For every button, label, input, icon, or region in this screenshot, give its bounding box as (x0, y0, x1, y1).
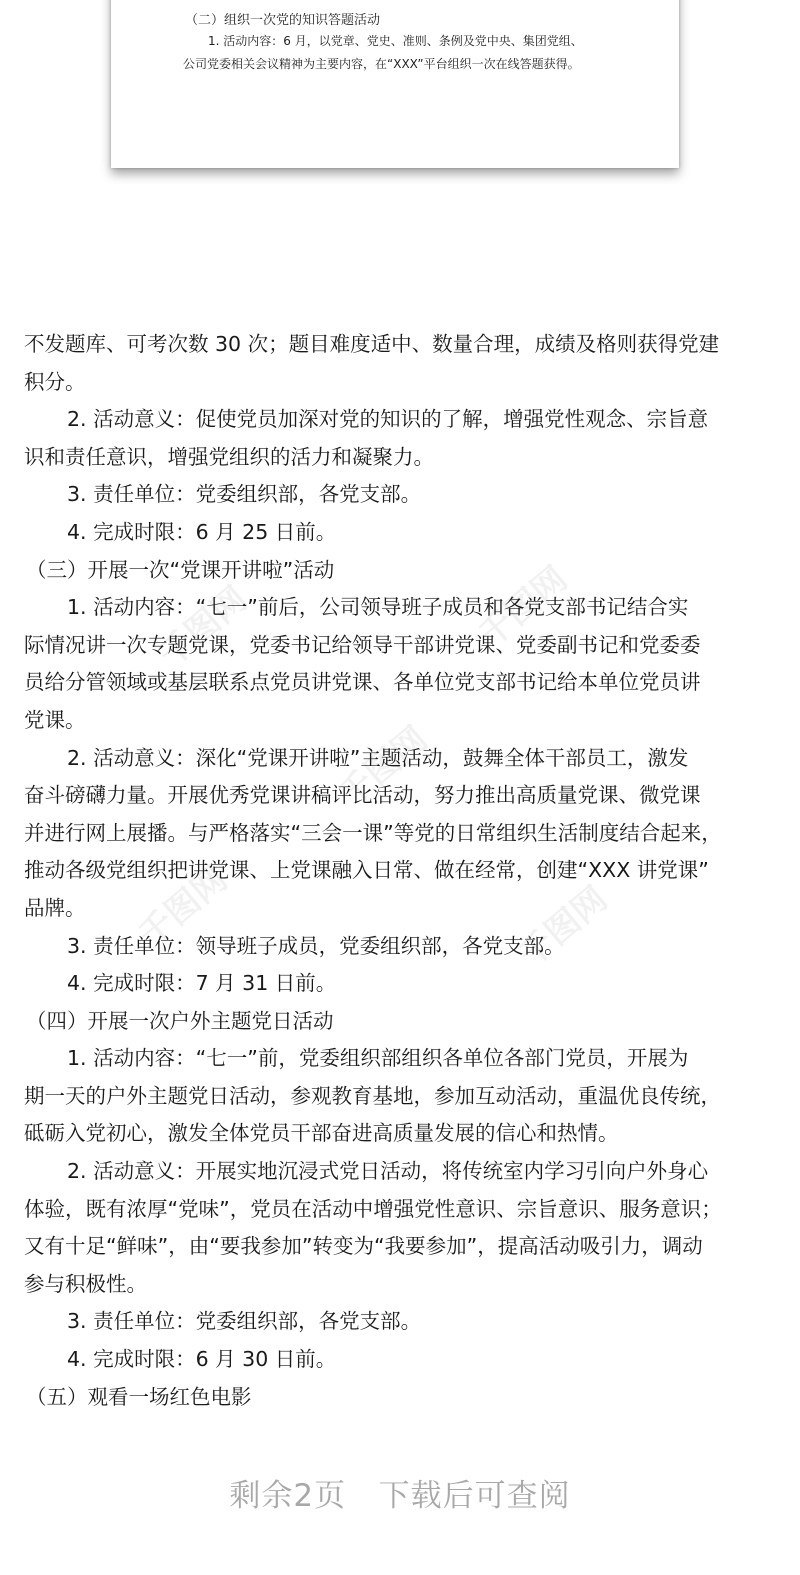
watermark: 千图网 (511, 879, 616, 976)
paragraph-line: 2. 活动意义：促使党员加深对党的知识的了解，增强党性观念、宗旨意 (67, 407, 709, 432)
preview-paragraph-line: 公司党委相关会议精神为主要内容，在“XXX”平台组织一次在线答题获得。 (183, 57, 580, 71)
document-body (24, 326, 784, 1416)
paragraph-line: 又有十足“鲜味”，由“要我参加”转变为“我要参加”，提高活动吸引力，调动 (24, 1234, 703, 1259)
remaining-pages-label: 剩余2页 (229, 1478, 347, 1514)
paragraph-line: 期一天的户外主题党日活动，参观教育基地，参加互动活动，重温优良传统， (24, 1083, 721, 1108)
paragraph-line: 识和责任意识，增强党组织的活力和凝聚力。 (24, 444, 434, 469)
download-hint-label: 下载后可查阅 (378, 1478, 571, 1514)
watermark: 千图网 (131, 859, 236, 956)
paragraph-line: 际情况讲一次专题党课，党委书记给领导干部讲党课、党委副书记和党委委 (24, 632, 701, 657)
paragraph-line: 体验，既有浓厚“党味”，党员在活动中增强党性意识、宗旨意识、服务意识； (24, 1196, 722, 1221)
paragraph-line: 4. 完成时限：7 月 31 日前。 (67, 971, 337, 996)
preview-section-heading: （二）组织一次党的知识答题活动 (185, 13, 381, 28)
section-heading: （五）观看一场红色电影 (26, 1384, 252, 1409)
paragraph-line: 奋斗磅礴力量。开展优秀党课讲稿评比活动，努力推出高质量党课、微党课 (24, 783, 701, 808)
paragraph-line: 品牌。 (24, 895, 86, 920)
paragraph-line: 2. 活动意义：深化“党课开讲啦”主题活动，鼓舞全体干部员工，激发 (67, 745, 689, 770)
watermark: 千图网 (331, 719, 436, 816)
download-prompt[interactable] (0, 1470, 800, 1515)
paragraph-line: 1. 活动内容：“七一”前，党委组织部组织各单位各部门党员，开展为 (67, 1046, 689, 1071)
paragraph-line: 3. 责任单位：党委组织部，各党支部。 (67, 482, 422, 507)
paragraph-line: 1. 活动内容：“七一”前后，公司领导班子成员和各党支部书记结合实 (67, 595, 689, 620)
paragraph-line: 3. 责任单位：领导班子成员，党委组织部，各党支部。 (67, 933, 565, 958)
watermark: 千图网 (151, 579, 256, 676)
paragraph-line: 4. 完成时限：6 月 30 日前。 (67, 1347, 337, 1372)
paragraph-line: 参与积极性。 (24, 1271, 147, 1296)
paragraph-line: 2. 活动意义：开展实地沉浸式党日活动，将传统室内学习引向户外身心 (67, 1159, 709, 1184)
section-heading: （四）开展一次户外主题党日活动 (26, 1008, 334, 1033)
page-preview-card (111, 0, 679, 168)
paragraph-line: 推动各级党组织把讲党课、上党课融入日常、做在经常，创建“XXX 讲党课” (24, 858, 709, 883)
paragraph-line: 3. 责任单位：党委组织部，各党支部。 (67, 1309, 422, 1334)
paragraph-line: 不发题库、可考次数 30 次；题目难度适中、数量合理，成绩及格则获得党建 (24, 332, 720, 356)
watermark: 千图网 (471, 559, 576, 656)
section-heading: （三）开展一次“党课开讲啦”活动 (26, 557, 335, 582)
paragraph-line: 党课。 (24, 707, 86, 732)
paragraph-line: 4. 完成时限：6 月 25 日前。 (67, 519, 337, 544)
paragraph-line: 砥砺入党初心，激发全体党员干部奋进高质量发展的信心和热情。 (24, 1121, 619, 1146)
paragraph-line: 并进行网上展播。与严格落实“三会一课”等党的日常组织生活制度结合起来， (24, 820, 722, 845)
preview-paragraph-line: 1. 活动内容：6 月，以党章、党史、准则、条例及党中央、集团党组、 (208, 34, 583, 48)
paragraph-line: 员给分管领域或基层联系点党员讲党课、各单位党支部书记给本单位党员讲 (24, 670, 701, 695)
paragraph-line: 积分。 (24, 369, 86, 394)
